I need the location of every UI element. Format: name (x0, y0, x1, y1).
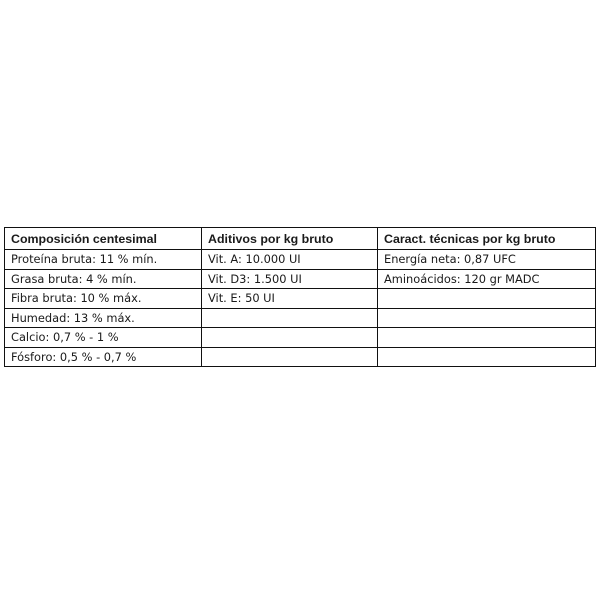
table-cell: Vit. A: 10.000 UI (202, 250, 378, 270)
table-cell: Grasa bruta: 4 % mín. (5, 269, 202, 289)
table-cell: Fósforo: 0,5 % - 0,7 % (5, 347, 202, 367)
table-header-row (5, 228, 596, 250)
table-cell (378, 347, 596, 367)
table-cell: Proteína bruta: 11 % mín. (5, 250, 202, 270)
table-cell (202, 328, 378, 348)
table-row (5, 308, 596, 328)
table-row (5, 269, 596, 289)
table-cell: Humedad: 13 % máx. (5, 308, 202, 328)
header-composicion: Composición centesimal (5, 228, 202, 250)
table-cell: Calcio: 0,7 % - 1 % (5, 328, 202, 348)
table-row (5, 328, 596, 348)
header-aditivos: Aditivos por kg bruto (202, 228, 378, 250)
table-cell: Vit. E: 50 UI (202, 289, 378, 309)
table-row (5, 250, 596, 270)
specifications-table (4, 227, 596, 367)
table-cell (202, 308, 378, 328)
table-cell (202, 347, 378, 367)
table-cell (378, 289, 596, 309)
table-cell: Fibra bruta: 10 % máx. (5, 289, 202, 309)
table-cell: Aminoácidos: 120 gr MADC (378, 269, 596, 289)
table-cell (378, 308, 596, 328)
table-cell (378, 328, 596, 348)
header-caracteristicas: Caract. técnicas por kg bruto (378, 228, 596, 250)
table-cell: Energía neta: 0,87 UFC (378, 250, 596, 270)
table-row (5, 347, 596, 367)
table-cell: Vit. D3: 1.500 UI (202, 269, 378, 289)
table-row (5, 289, 596, 309)
